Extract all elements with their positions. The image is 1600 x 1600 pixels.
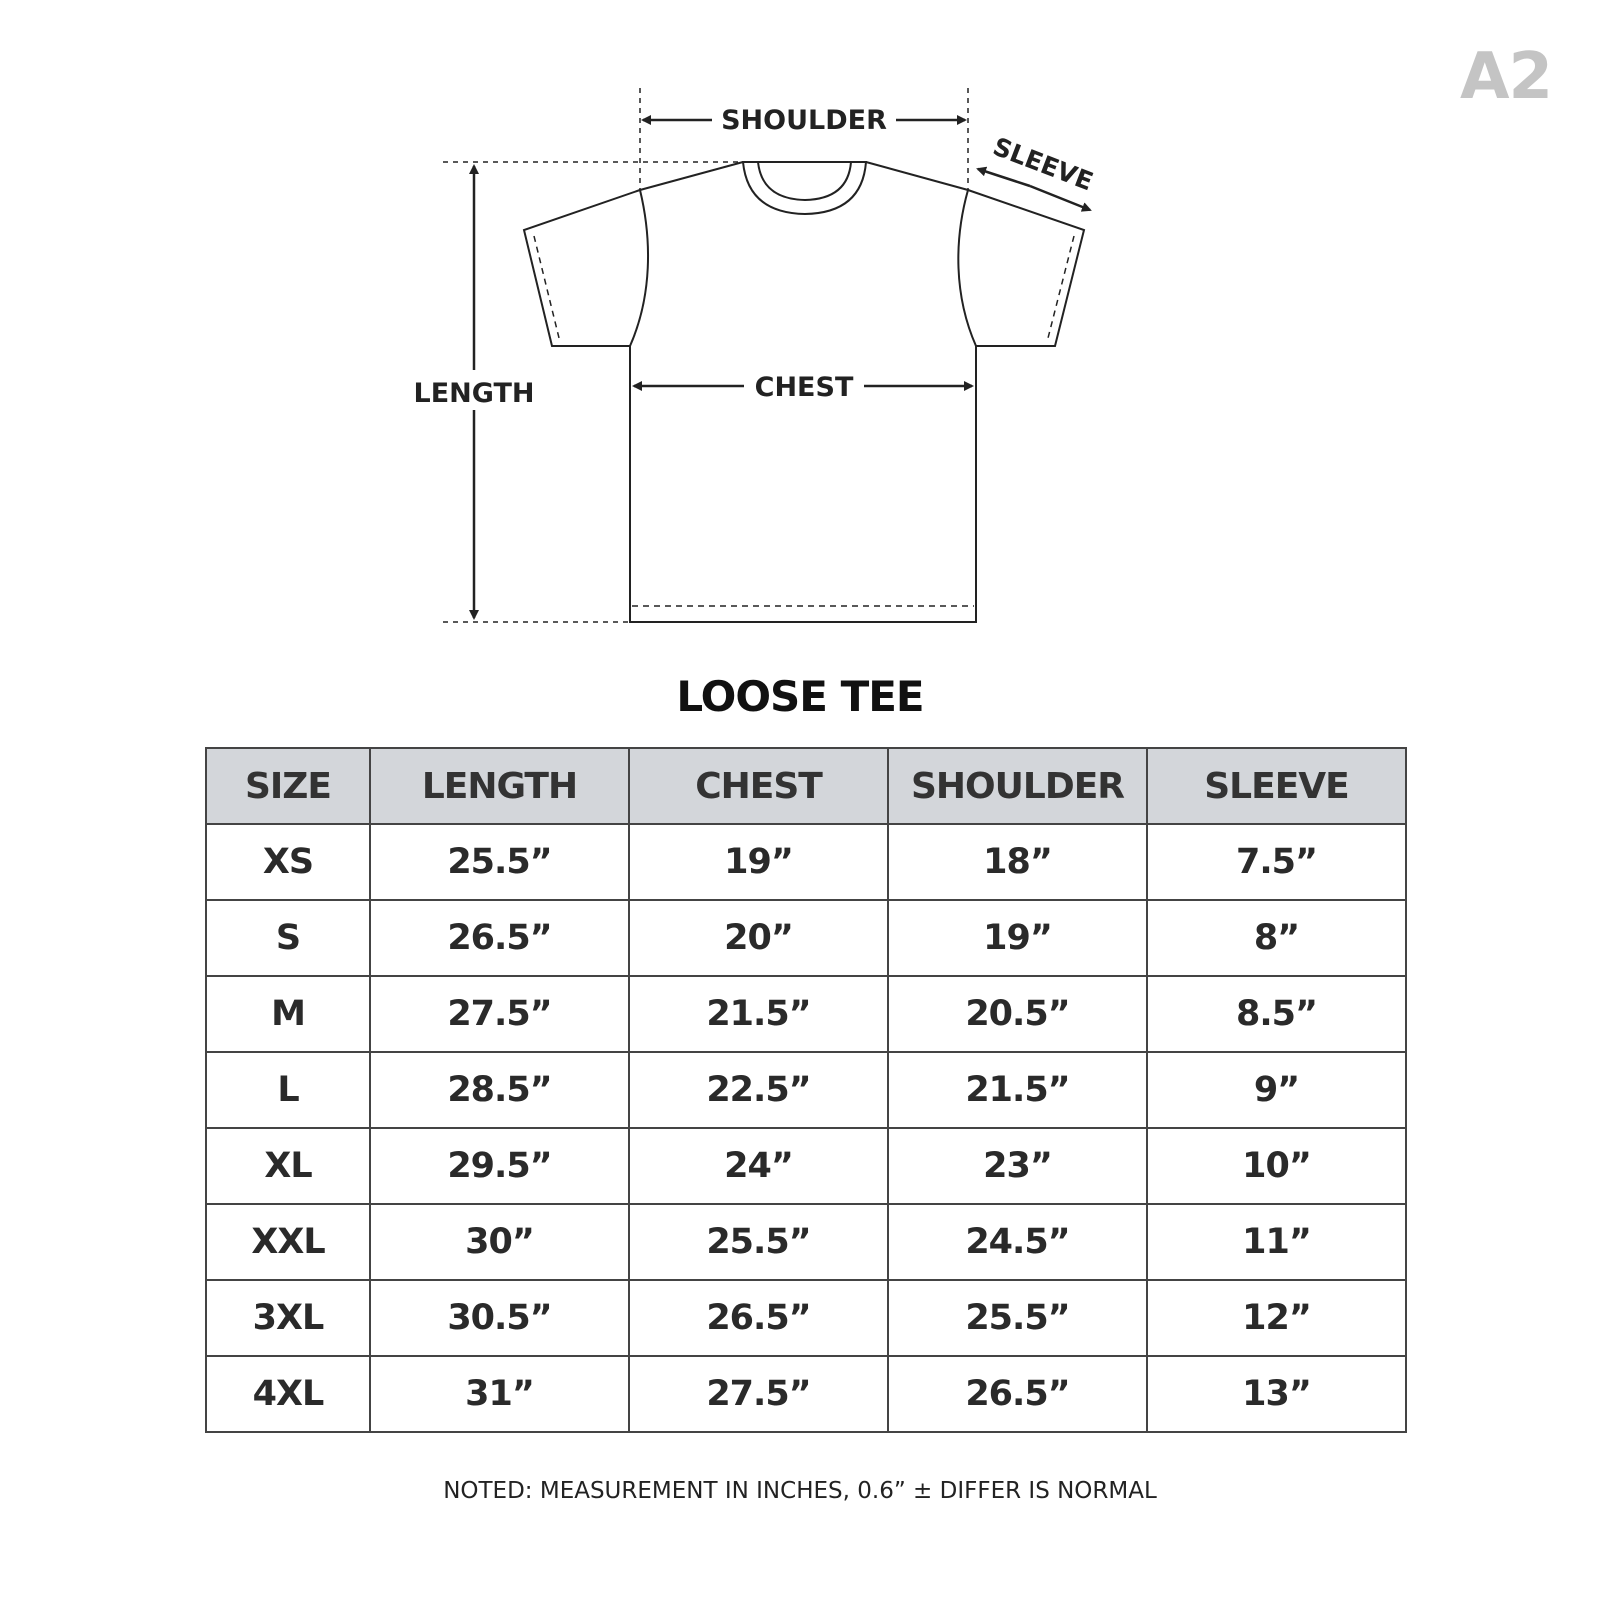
table-row xyxy=(206,1052,1406,1128)
length-cell: 27.5” xyxy=(370,976,629,1052)
size-chart-table xyxy=(205,747,1407,1433)
table-row xyxy=(206,1204,1406,1280)
measurement-note: NOTED: MEASUREMENT IN INCHES, 0.6” ± DIFFER IS NORMAL xyxy=(443,1478,1157,1504)
size-cell: 3XL xyxy=(206,1280,370,1356)
size-cell: XS xyxy=(206,824,370,900)
shoulder-cell: 23” xyxy=(888,1128,1147,1204)
header-sleeve: SLEEVE xyxy=(1147,748,1406,824)
header-length: LENGTH xyxy=(370,748,629,824)
sleeve-cell: 8.5” xyxy=(1147,976,1406,1052)
sleeve-cell: 8” xyxy=(1147,900,1406,976)
length-cell: 30.5” xyxy=(370,1280,629,1356)
chest-cell: 26.5” xyxy=(629,1280,888,1356)
shoulder-cell: 24.5” xyxy=(888,1204,1147,1280)
shoulder-cell: 18” xyxy=(888,824,1147,900)
length-cell: 30” xyxy=(370,1204,629,1280)
chest-cell: 24” xyxy=(629,1128,888,1204)
table-row xyxy=(206,1356,1406,1432)
size-cell: XL xyxy=(206,1128,370,1204)
table-row xyxy=(206,1280,1406,1356)
header-chest: CHEST xyxy=(629,748,888,824)
header-shoulder: SHOULDER xyxy=(888,748,1147,824)
sleeve-cell: 9” xyxy=(1147,1052,1406,1128)
chest-cell: 25.5” xyxy=(629,1204,888,1280)
page-badge: A2 xyxy=(1459,40,1552,114)
shoulder-label: SHOULDER xyxy=(721,105,887,136)
table-row xyxy=(206,976,1406,1052)
chest-label: CHEST xyxy=(754,372,854,403)
product-title: LOOSE TEE xyxy=(676,672,924,721)
chest-cell: 19” xyxy=(629,824,888,900)
table-row xyxy=(206,900,1406,976)
tshirt-stitching xyxy=(534,236,1074,606)
sleeve-cell: 13” xyxy=(1147,1356,1406,1432)
shoulder-cell: 20.5” xyxy=(888,976,1147,1052)
shoulder-cell: 21.5” xyxy=(888,1052,1147,1128)
size-cell: M xyxy=(206,976,370,1052)
sleeve-cell: 12” xyxy=(1147,1280,1406,1356)
chest-cell: 20” xyxy=(629,900,888,976)
length-label: LENGTH xyxy=(413,378,535,409)
chest-cell: 22.5” xyxy=(629,1052,888,1128)
table-row xyxy=(206,824,1406,900)
sleeve-label: SLEEVE xyxy=(989,131,1098,197)
table-header-row xyxy=(206,748,1406,824)
size-cell: 4XL xyxy=(206,1356,370,1432)
shoulder-cell: 26.5” xyxy=(888,1356,1147,1432)
size-cell: S xyxy=(206,900,370,976)
size-cell: L xyxy=(206,1052,370,1128)
sleeve-cell: 10” xyxy=(1147,1128,1406,1204)
length-cell: 28.5” xyxy=(370,1052,629,1128)
length-cell: 26.5” xyxy=(370,900,629,976)
length-cell: 25.5” xyxy=(370,824,629,900)
shoulder-cell: 19” xyxy=(888,900,1147,976)
chest-cell: 27.5” xyxy=(629,1356,888,1432)
tshirt-measurement-diagram xyxy=(0,0,1600,660)
header-size: SIZE xyxy=(206,748,370,824)
size-cell: XXL xyxy=(206,1204,370,1280)
chest-cell: 21.5” xyxy=(629,976,888,1052)
sleeve-cell: 7.5” xyxy=(1147,824,1406,900)
table-row xyxy=(206,1128,1406,1204)
shoulder-cell: 25.5” xyxy=(888,1280,1147,1356)
length-cell: 29.5” xyxy=(370,1128,629,1204)
length-cell: 31” xyxy=(370,1356,629,1432)
sleeve-cell: 11” xyxy=(1147,1204,1406,1280)
